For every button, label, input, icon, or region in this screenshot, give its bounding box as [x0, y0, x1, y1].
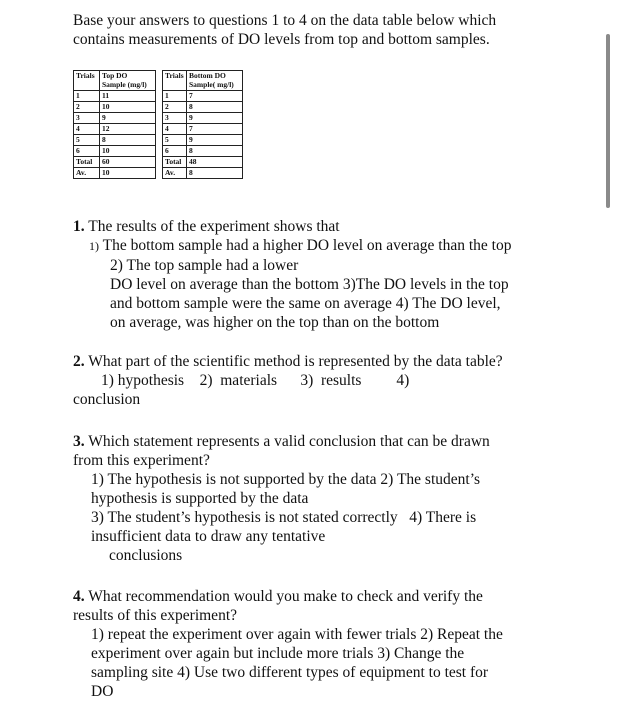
answer-option: and bottom sample were the same on average 4) The DO level, [110, 295, 501, 312]
question-4 [73, 587, 573, 701]
answer-option: conclusion [73, 391, 141, 408]
answer-option: experiment over again but include more trials 3) Change the [91, 645, 465, 662]
question-1 [73, 217, 573, 332]
answer-option: 1) The bottom sample had a higher DO level on average than the top [89, 237, 512, 254]
question-stem: 1. The results of the experiment shows that [73, 218, 340, 235]
intro-text [73, 11, 573, 49]
question-stem: 4. What recommendation would you make to check and verify the [73, 588, 483, 605]
answer-option: conclusions [109, 547, 183, 564]
table-row: 2 10 2 8 [74, 102, 243, 113]
header-trials: Trials [74, 71, 100, 91]
question-3 [73, 432, 573, 565]
answer-option: 1) The hypothesis is not supported by the data 2) The student’s [91, 471, 481, 488]
header-bottom-do: Bottom DO Sample( mg/l) [187, 71, 243, 91]
table-row: 1 11 1 7 [74, 91, 243, 102]
answer-option: 2) The top sample had a lower [110, 257, 299, 274]
intro-line: contains measurements of DO levels from top and bottom samples. [73, 31, 490, 48]
table-row: 3 9 3 9 [74, 113, 243, 124]
answer-option: 3) The student’s hypothesis is not stated correctly 4) There is [91, 509, 477, 526]
answer-option: DO level on average than the bottom 3)The DO levels in the top [110, 276, 509, 293]
question-stem: 3. Which statement represents a valid conclusion that can be drawn [73, 433, 490, 450]
answer-option: hypothesis is supported by the data [91, 490, 309, 507]
vertical-scrollbar[interactable] [606, 34, 610, 208]
answer-option: insufficient data to draw any tentative [91, 528, 326, 545]
question-stem-continued: from this experiment? [73, 452, 210, 469]
table-header-row [74, 71, 243, 91]
intro-line: Base your answers to questions 1 to 4 on the data table below which [73, 12, 497, 29]
question-stem: 2. What part of the scientific method is represented by the data table? [73, 353, 503, 370]
header-top-do: Top DO Sample (mg/l) [100, 71, 156, 91]
table-total-row: Total 60 Total 48 [74, 157, 243, 168]
table-row: 4 12 4 7 [74, 124, 243, 135]
header-trials: Trials [163, 71, 187, 91]
table-row: 5 8 5 9 [74, 135, 243, 146]
answer-options: 1) hypothesis 2) materials 3) results 4) [101, 372, 410, 389]
do-data-table [73, 70, 243, 179]
answer-option: DO [91, 683, 114, 700]
question-2 [73, 352, 573, 409]
table-row: 6 10 6 8 [74, 146, 243, 157]
table-average-row: Av. 10 Av. 8 [74, 168, 243, 179]
answer-option: on average, was higher on the top than on the bottom [110, 314, 440, 331]
answer-option: 1) repeat the experiment over again with fewer trials 2) Repeat the [91, 626, 503, 643]
answer-option: sampling site 4) Use two different types of equipment to test for [91, 664, 489, 681]
question-stem-continued: results of this experiment? [73, 607, 237, 624]
